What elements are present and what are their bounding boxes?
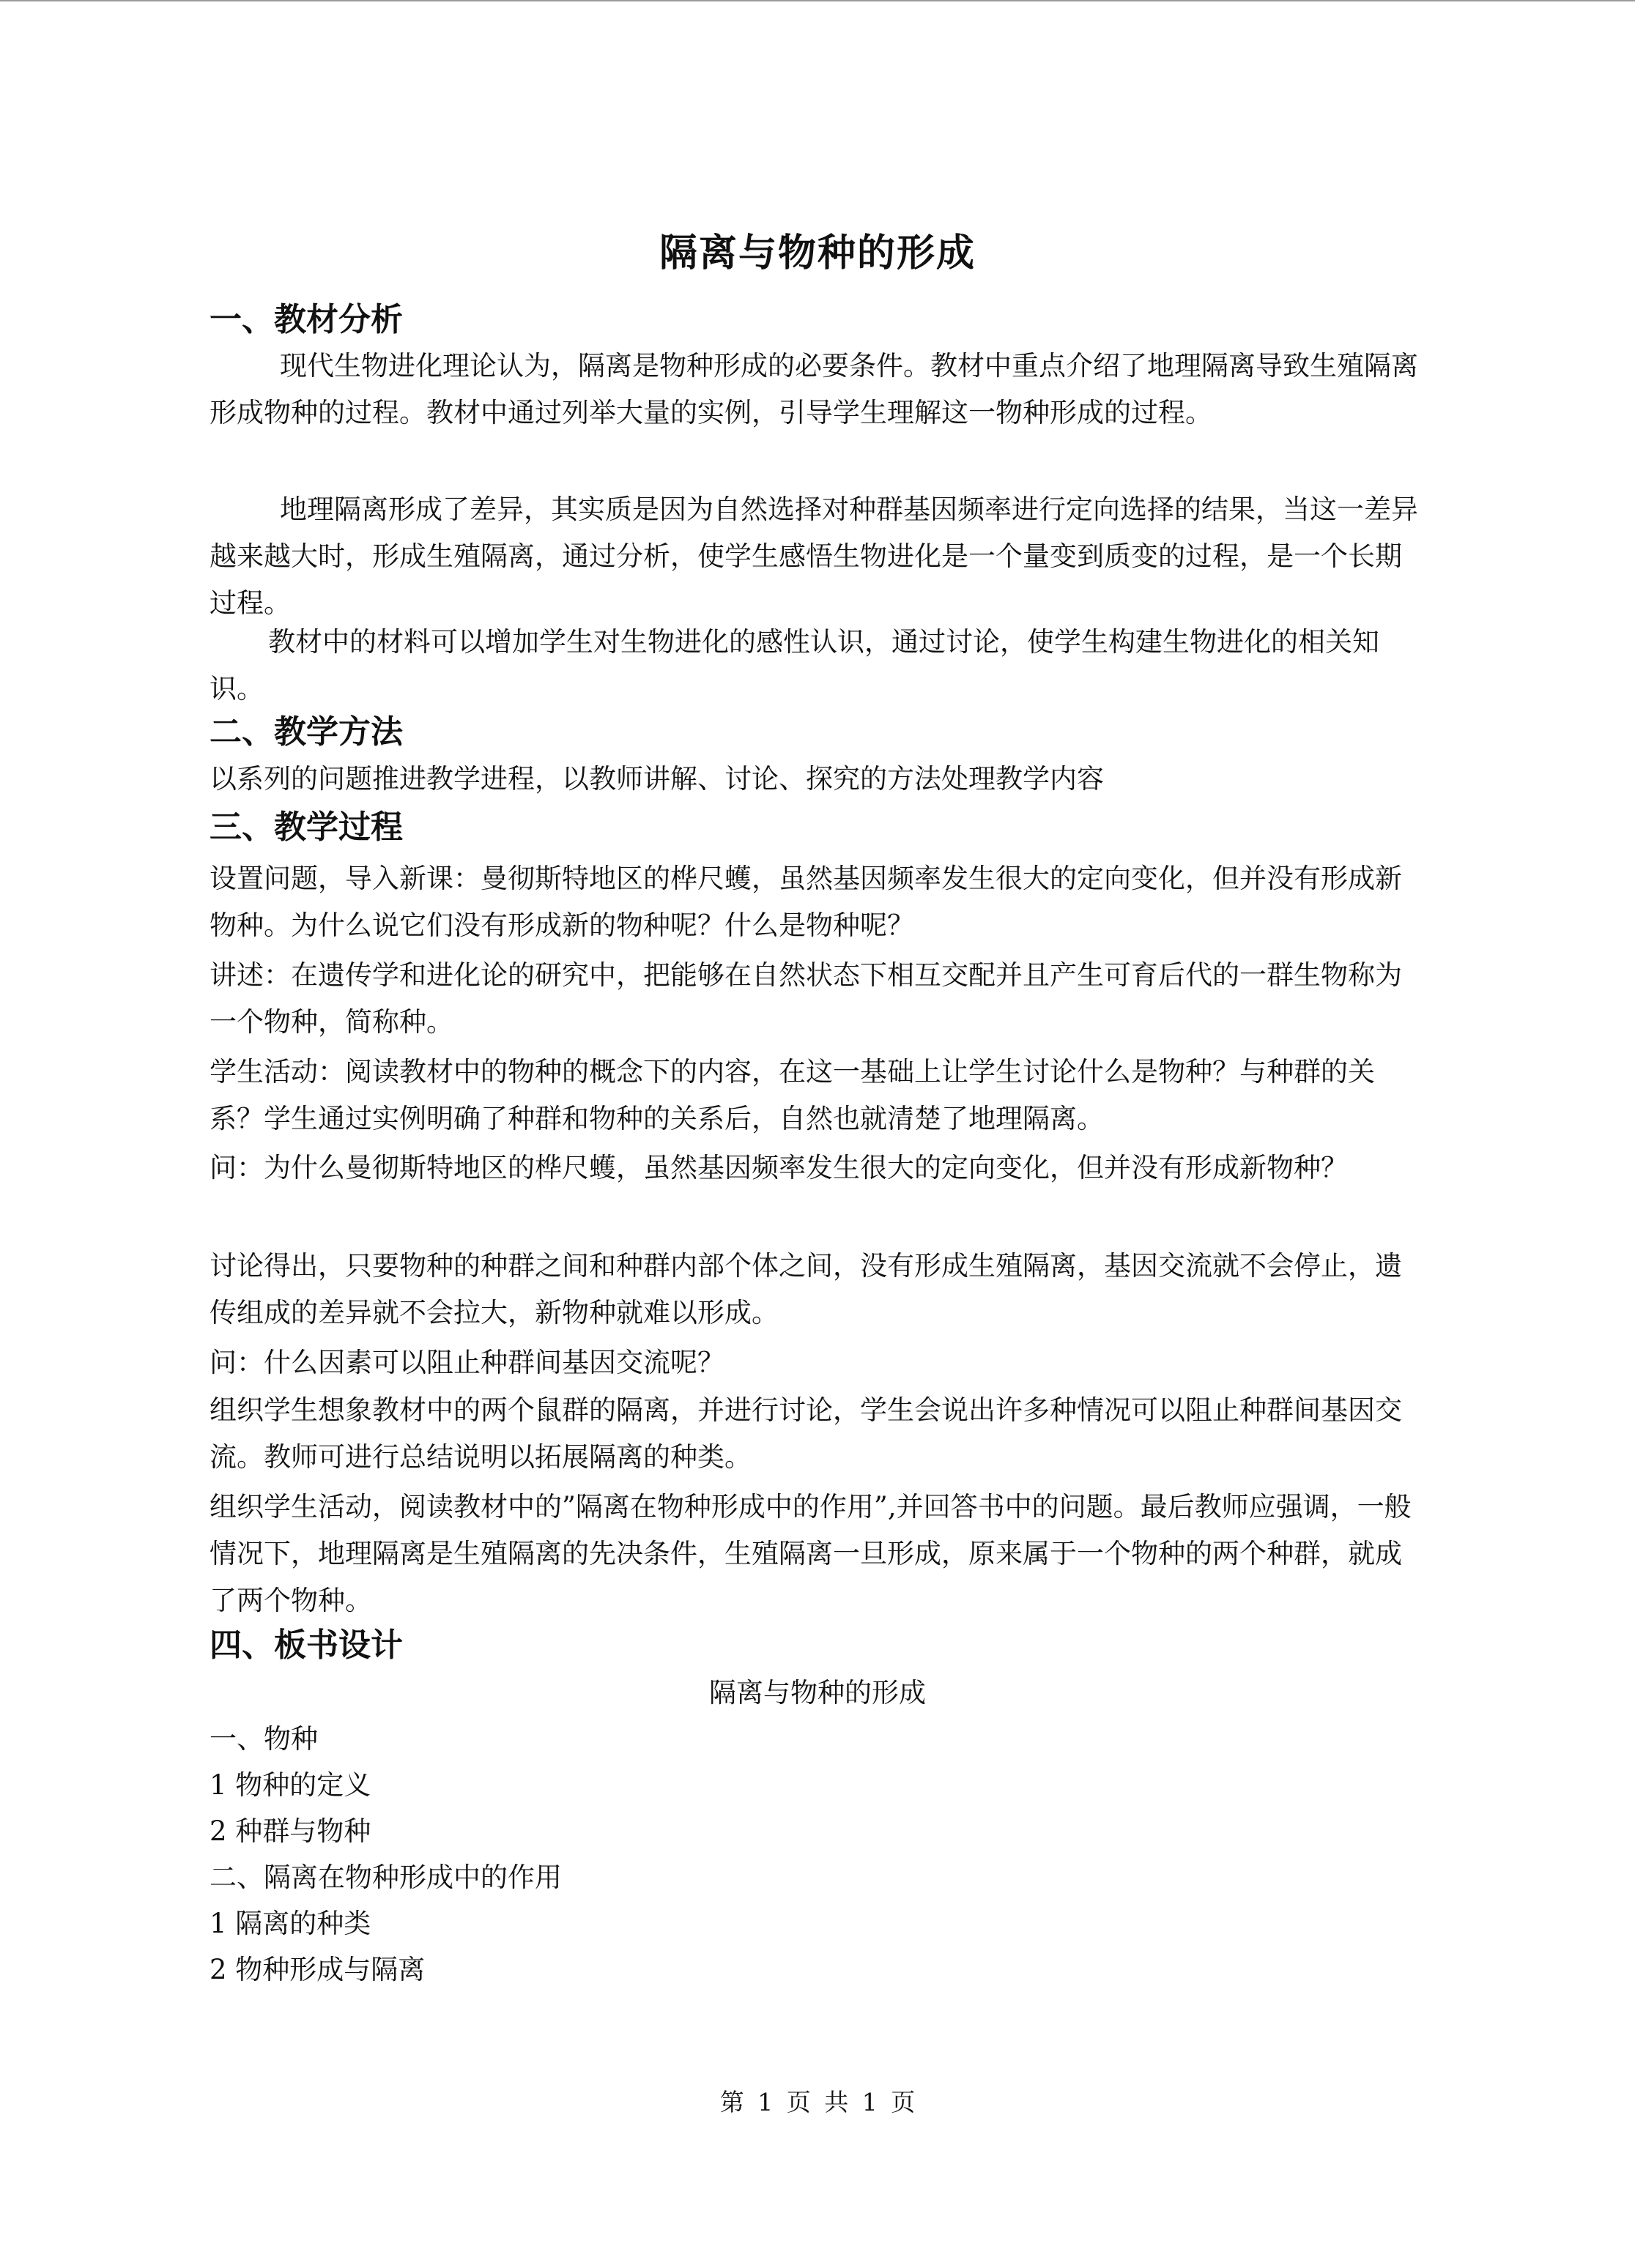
paragraph-analysis-2: 地理隔离形成了差异，其实质是因为自然选择对种群基因频率进行定向选择的结果，当这一差异越来越大时，形成生殖隔离，通过分析，使学生感悟生物进化是一个量变到质变的过程，是一个长期过程。 xyxy=(210,494,1418,619)
page-footer: 第 1 页 共 1 页 xyxy=(719,2088,916,2116)
board-line: 一、物种 xyxy=(210,1723,318,1755)
board-line: 二、隔离在物种形成中的作用 xyxy=(210,1862,562,1893)
section-heading-teaching-process: 三、教学过程 xyxy=(210,808,403,846)
section-heading-textbook-analysis: 一、教材分析 xyxy=(210,301,403,338)
section-heading-board-design: 四、板书设计 xyxy=(210,1626,403,1664)
paragraph-analysis-3: 教材中的材料可以增加学生对生物进化的感性认识，通过讨论，使学生构建生物进化的相关知识。 xyxy=(210,626,1379,704)
paragraph-process-question-2: 问：什么因素可以阻止种群间基因交流呢？ xyxy=(210,1347,724,1378)
paragraph-process-question-1: 问：为什么曼彻斯特地区的桦尺蠖，虽然基因频率发生很大的定向变化，但并没有形成新物种？ xyxy=(210,1152,1348,1183)
board-title: 隔离与物种的形成 xyxy=(709,1677,926,1709)
section-heading-teaching-method: 二、教学方法 xyxy=(210,713,403,751)
paragraph-process-intro: 设置问题，导入新课：曼彻斯特地区的桦尺蠖，虽然基因频率发生很大的定向变化，但并没有形成新物种。为什么说它们没有形成新的物种呢？什么是物种呢？ xyxy=(210,863,1402,941)
paragraph-process-summary: 组织学生活动，阅读教材中的”隔离在物种形成中的作用”,并回答书中的问题。最后教师应强调，一般情况下，地理隔离是生殖隔离的先决条件，生殖隔离一旦形成，原来属于一个物种的两个种群，就成了两个物种。 xyxy=(210,1491,1412,1616)
board-line: 2 种群与物种 xyxy=(210,1815,371,1847)
paragraph-process-activity: 学生活动：阅读教材中的物种的概念下的内容，在这一基础上让学生讨论什么是物种？与种群的关系？学生通过实例明确了种群和物种的关系后，自然也就清楚了地理隔离。 xyxy=(210,1056,1375,1134)
board-line: 1 隔离的种类 xyxy=(210,1908,371,1939)
paragraph-process-discussion: 讨论得出，只要物种的种群之间和种群内部个体之间，没有形成生殖隔离，基因交流就不会停止，遗传组成的差异就不会拉大，新物种就难以形成。 xyxy=(210,1250,1402,1328)
board-line: 1 物种的定义 xyxy=(210,1769,371,1801)
paragraph-process-lecture: 讲述：在遗传学和进化论的研究中，把能够在自然状态下相互交配并且产生可育后代的一群生物称为一个物种，简称种。 xyxy=(210,959,1402,1038)
paragraph-process-imagine: 组织学生想象教材中的两个鼠群的隔离，并进行讨论，学生会说出许多种情况可以阻止种群间基因交流。教师可进行总结说明以拓展隔离的种类。 xyxy=(210,1394,1402,1473)
paragraph-analysis-1: 现代生物进化理论认为，隔离是物种形成的必要条件。教材中重点介绍了地理隔离导致生殖隔离形成物种的过程。教材中通过列举大量的实例，引导学生理解这一物种形成的过程。 xyxy=(210,350,1418,428)
paragraph-method: 以系列的问题推进教学进程，以教师讲解、讨论、探究的方法处理教学内容 xyxy=(210,763,1104,795)
document-title: 隔离与物种的形成 xyxy=(659,231,976,275)
board-line: 2 物种形成与隔离 xyxy=(210,1954,426,1985)
